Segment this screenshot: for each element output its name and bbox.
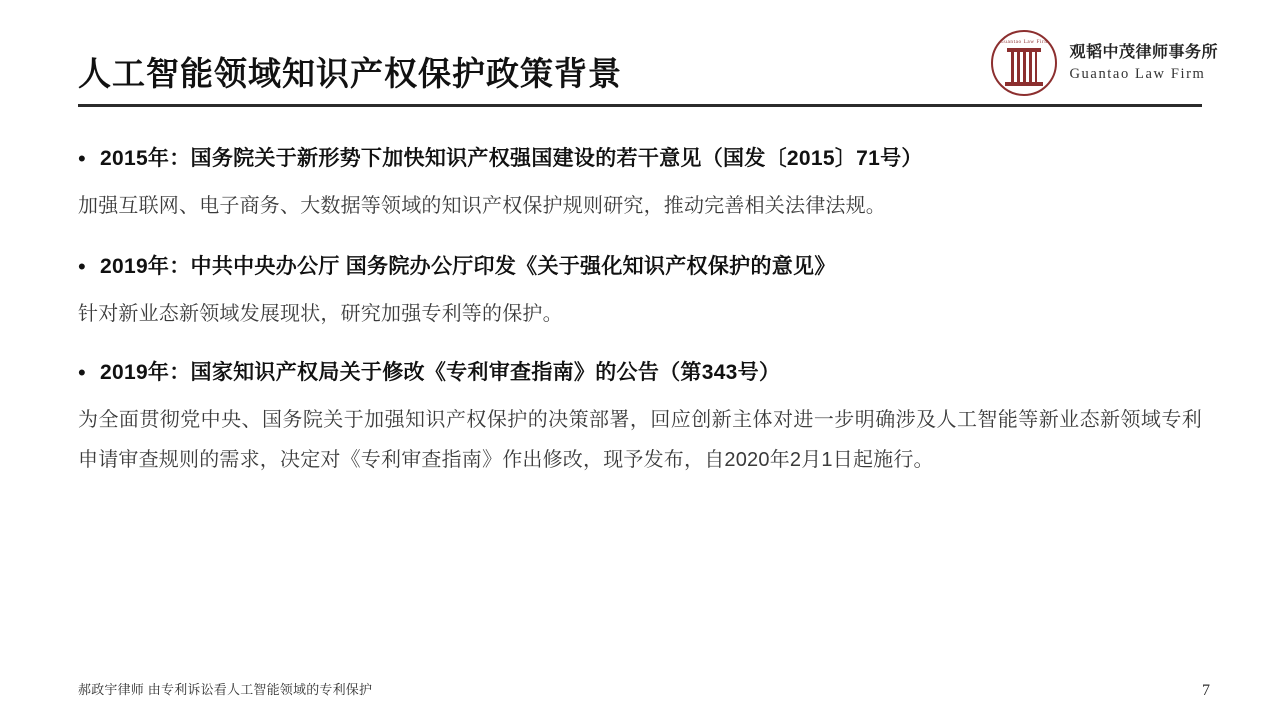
list-item <box>78 356 1202 390</box>
logo-base-shape <box>1005 82 1043 86</box>
logo-emblem-icon <box>991 30 1057 96</box>
list-item-heading: 2015年：国务院关于新形势下加快知识产权强国建设的若干意见（国发〔2015〕71号） <box>100 147 923 170</box>
bullet-icon: • <box>78 146 86 171</box>
slide-content <box>78 128 1202 480</box>
title-divider <box>78 104 1202 107</box>
list-item-body: 针对新业态新领域发展现状，研究加强专利等的保护。 <box>78 303 563 325</box>
list-item-body: 为全面贯彻党中央、国务院关于加强知识产权保护的决策部署，回应创新主体对进一步明确涉及人工智能等新业态新领域专利申请审查规则的需求，决定对《专利审查指南》作出修改，现予发布，自2020年2月1日起施行。 <box>78 409 1202 471</box>
firm-logo <box>991 30 1218 96</box>
list-item-body: 加强互联网、电子商务、大数据等领域的知识产权保护规则研究，推动完善相关法律法规。 <box>78 195 886 217</box>
list-item <box>78 250 1202 284</box>
page-number: 7 <box>1202 682 1210 699</box>
logo-arc-text: Guantao Law Firm <box>999 39 1050 45</box>
list-item-heading: 2019年：中共中央办公厅 国务院办公厅印发《关于强化知识产权保护的意见》 <box>100 255 836 278</box>
list-item-heading: 2019年：国家知识产权局关于修改《专利审查指南》的公告（第343号） <box>100 361 781 384</box>
logo-pillar-shape <box>1011 52 1037 82</box>
list-item <box>78 142 1202 176</box>
bullet-icon: • <box>78 360 86 385</box>
logo-name-en: Guantao Law Firm <box>1069 65 1206 82</box>
page-title: 人工智能领域知识产权保护政策背景 <box>78 55 622 92</box>
logo-wordmark <box>1069 43 1218 83</box>
logo-name-cn: 观韬中茂律师事务所 <box>1069 43 1218 61</box>
bullet-icon: • <box>78 254 86 279</box>
footer-text: 郝政宇律师 由专利诉讼看人工智能领域的专利保护 <box>78 682 373 697</box>
